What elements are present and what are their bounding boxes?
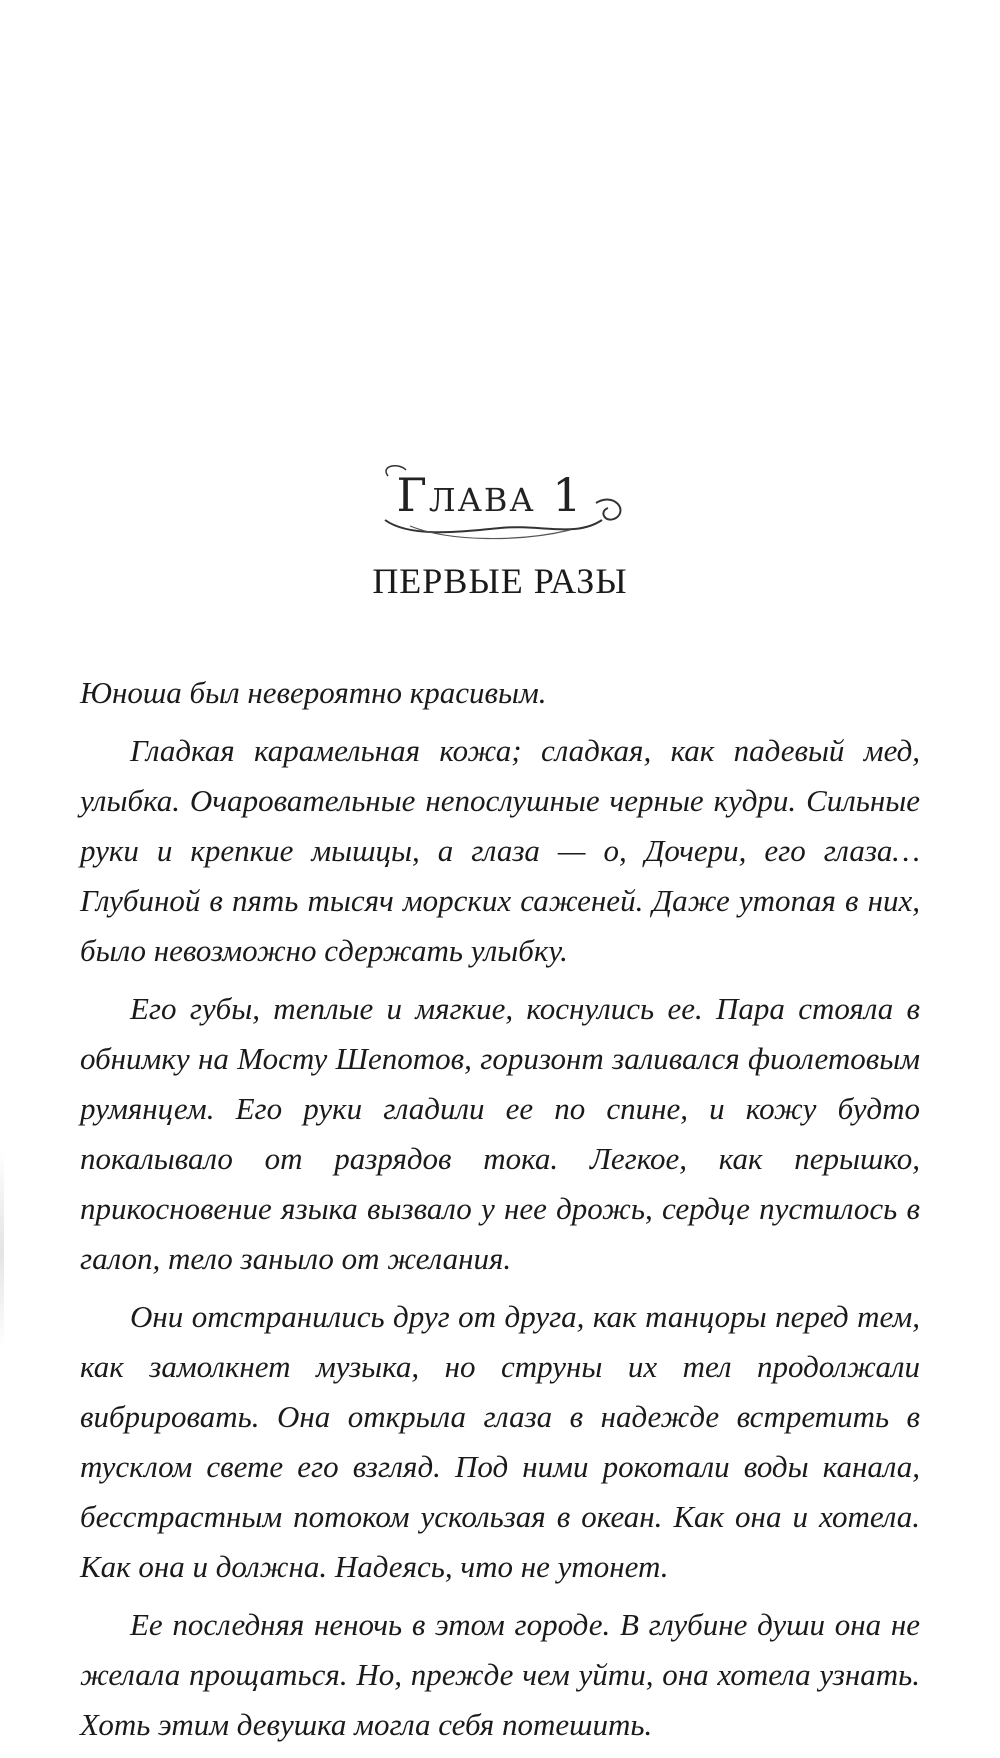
page-edge-shadow [0, 1150, 4, 1350]
chapter-title: ПЕРВЫЕ РАЗЫ [372, 561, 628, 601]
paragraph: Гладкая карамельная кожа; сладкая, как падевый мед, улыбка. Очаровательные непослушные черные кудри. Сильные руки и крепкие мышцы, а глаза — о, Дочери, его глаза… Глубиной в пять тысяч морских саженей. Даже утопая в них, было невозможно сдержать улыбку. [80, 733, 920, 968]
paragraph: Они отстранились друг от друга, как танцоры перед тем, как замолкнет музыка, но струны их тел продолжали вибрировать. Она открыла глаза в надежде встретить в тусклом свете его взгляд. Под ними рокотали воды канала, бесстрастным потоком ускользая в океан. Как она и хотела. Как она и должна. Надеясь, что не утонет. [80, 1299, 920, 1584]
paragraph: Ее последняя неночь в этом городе. В глубине души она не желала прощаться. Но, прежде чем уйти, она хотела узнать. Хоть этим девушка могла себя потешить. [80, 1607, 920, 1742]
paragraph: Юноша был невероятно красивым. [80, 675, 547, 710]
chapter-heading [0, 458, 1000, 563]
paragraph: Его губы, теплые и мягкие, коснулись ее. Пара стояла в обнимку на Мосту Шепотов, горизонт заливался фиолетовым румянцем. Его руки гладили ее по спине, и кожу будто покалывало от разрядов тока. Легкое, как перышко, прикосновение языка вызвало у нее дрожь, сердце пустилось в галоп, тело заныло от желания. [80, 991, 920, 1276]
chapter-ornament [370, 458, 630, 558]
chapter-body [80, 668, 920, 1758]
chapter-label: Глава 1 [396, 468, 584, 522]
